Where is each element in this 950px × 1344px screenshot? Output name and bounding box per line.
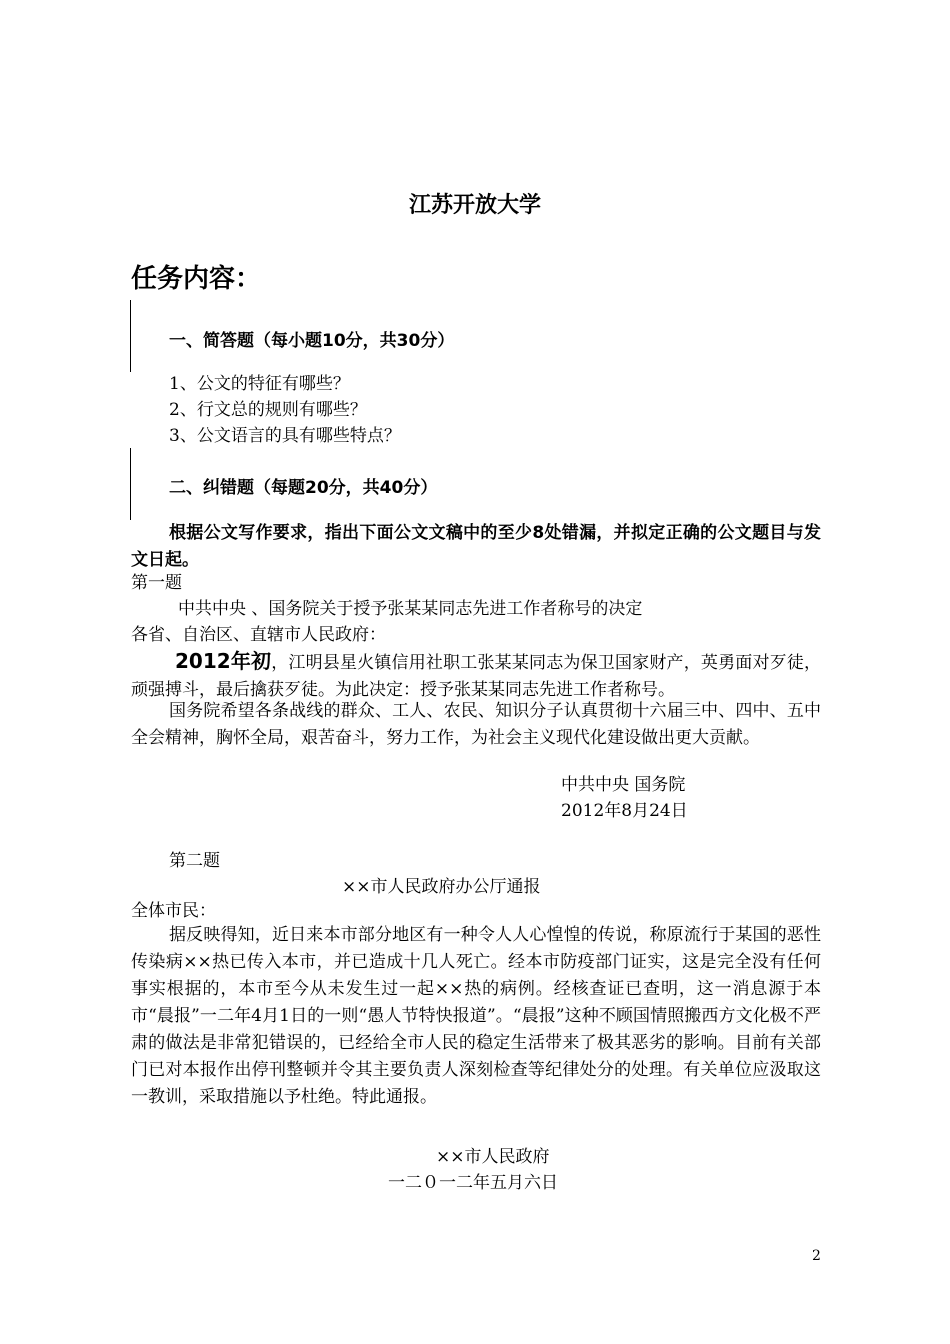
task-heading: 任务内容： [131,264,262,294]
question-2: 2、行文总的规则有哪些？ [169,400,367,420]
q2-label: 第二题 [169,851,220,871]
q2-body: 据反映得知，近日来本市部分地区有一种令人人心惶惶的传说，称原流行于某国的恶性传染病××热已传入本市，并已造成十几人死亡。经本市防疫部门证实，这是完全没有任何事实根据的，本市至今从未发生过一起××热的病例。经核查证已查明，这一消息源于本市“晨报”一二年4月1日的一则“愚人节特快报道”。“晨报”这种不顾国情照搬西方文化极不严肃的做法是非常犯错误的，已经给全市人民的稳定生活带来了极其恶劣的影响。目前有关部门已对本报作出停刊整顿并令其主要负责人深刻检查等纪律处分的处理。有关单位应汲取这一教训，采取措施以予杜绝。特此通报。 [131,925,821,1107]
q1-paragraph-2: 国务院希望各条战线的群众、工人、农民、知识分子认真贯彻十六届三中、四中、五中全会精神，胸怀全局，艰苦奋斗，努力工作，为社会主义现代化建设做出更大贡献。 [131,701,821,748]
section2-instruction: 根据公文写作要求，指出下面公文文稿中的至少8处错漏，并拟定正确的公文题目与发文日起。 [131,523,821,570]
section1-heading: 一、简答题（每小题10分，共30分） [169,331,455,351]
q2-date: 一二０一二年五月六日 [388,1173,558,1193]
university-title: 江苏开放大学 [408,193,541,218]
q2-signer: ××市人民政府 [436,1147,550,1167]
q1-date: 2012年8月24日 [561,801,688,821]
page-number: 2 [812,1248,821,1264]
q2-title: ××市人民政府办公厅通报 [342,877,541,897]
question-3: 3、公文语言的具有哪些特点？ [169,426,401,446]
section-bar-1 [130,300,131,372]
question-1: 1、公文的特征有哪些？ [169,374,350,394]
q1-title: 中共中央 、国务院关于授予张某某同志先进工作者称号的决定 [178,599,643,619]
q1-date-lead: 2012年初 [175,649,272,673]
q1-addressee: 各省、自治区、直辖市人民政府： [131,625,386,645]
q1-paragraph-1 [131,648,821,704]
q1-paragraph-1-text: ，江明县星火镇信用社职工张某某同志为保卫国家财产，英勇面对歹徒，顽强搏斗，最后擒获歹徒。为此决定：授予张某某同志先进工作者称号。 [131,653,822,700]
section2-heading: 二、纠错题（每题20分，共40分） [169,478,438,498]
q1-signer: 中共中央 国务院 [561,775,686,795]
section-bar-2 [130,448,131,520]
q2-addressee: 全体市民： [131,901,216,921]
q1-label: 第一题 [131,573,182,593]
